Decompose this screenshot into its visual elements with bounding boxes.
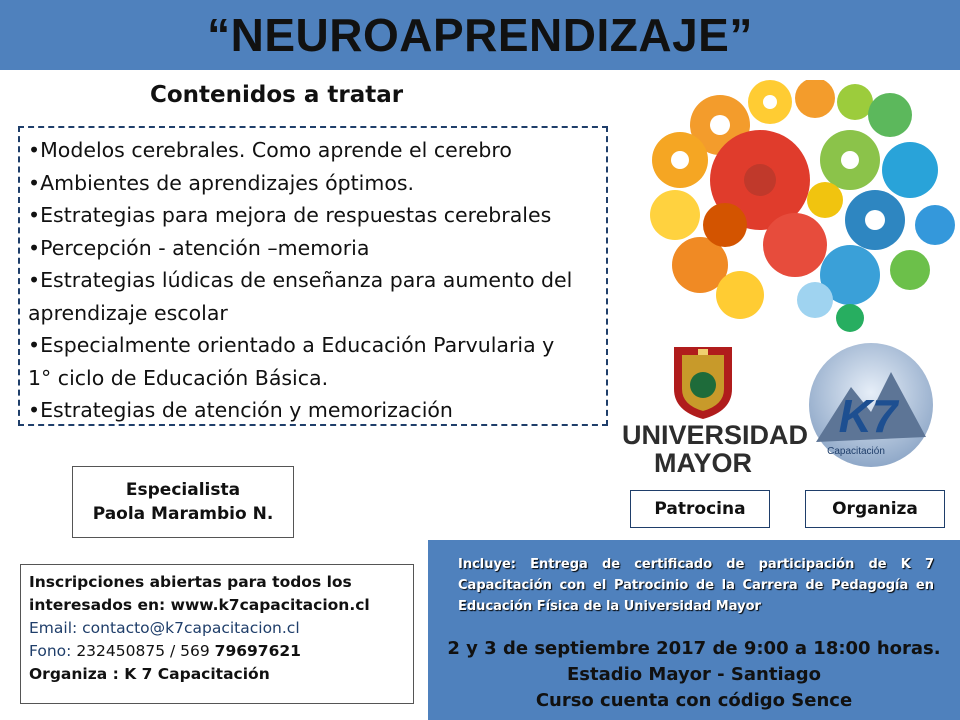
specialist-box bbox=[72, 466, 294, 538]
info-panel bbox=[428, 540, 960, 720]
k7-capacitacion-logo bbox=[796, 342, 946, 468]
specialist-title: Especialista bbox=[125, 480, 241, 500]
contents-item: •Estrategias de atención y memorización bbox=[28, 398, 453, 422]
email-value[interactable]: contacto@k7capacitacion.cl bbox=[77, 619, 300, 637]
specialist-name: Paola Marambio N. bbox=[92, 504, 274, 524]
contents-item: •Estrategias lúdicas de enseñanza para aumento del bbox=[28, 268, 573, 292]
contents-item: aprendizaje escolar bbox=[28, 300, 228, 325]
page-title: “NEUROAPRENDIZAJE” bbox=[207, 9, 753, 61]
certificate-note: Incluye: Entrega de certificado de participación de K 7 Capacitación con el Patrocinio de la Carrera de Pedagogía en Educación Física de la Universidad Mayor bbox=[458, 557, 934, 614]
event-venue: Estadio Mayor - Santiago bbox=[566, 664, 822, 685]
university-name-line1: UNIVERSIDAD bbox=[622, 420, 809, 450]
shield-icon bbox=[622, 345, 784, 421]
organiza-label: Organiza bbox=[805, 490, 945, 528]
sence-note: Curso cuenta con código Sence bbox=[535, 690, 853, 711]
email-row bbox=[29, 617, 413, 640]
phone-label: Fono: bbox=[29, 642, 72, 660]
contents-item: 1° ciclo de Educación Básica. bbox=[28, 365, 329, 390]
phone-tail: 79697621 bbox=[214, 642, 301, 660]
phone-row bbox=[29, 640, 413, 663]
phone-value: 232450875 / 569 bbox=[71, 642, 215, 660]
title-banner bbox=[0, 0, 960, 70]
contents-list bbox=[18, 126, 608, 426]
contents-item: •Ambientes de aprendizajes óptimos. bbox=[28, 170, 415, 195]
event-details bbox=[428, 636, 960, 714]
brain-gears-illustration bbox=[650, 80, 955, 335]
contents-item: •Percepción - atención –memoria bbox=[28, 235, 370, 260]
university-name bbox=[622, 420, 809, 478]
university-name-line2: MAYOR bbox=[653, 448, 753, 478]
contents-item: •Modelos cerebrales. Como aprende el cerebro bbox=[28, 138, 512, 162]
universidad-mayor-logo bbox=[622, 345, 809, 478]
patrocina-label: Patrocina bbox=[630, 490, 770, 528]
event-dates: 2 y 3 de septiembre 2017 de 9:00 a 18:00 horas. bbox=[447, 638, 941, 659]
k7-mark: K7 bbox=[838, 390, 898, 442]
inscriptions-website[interactable]: interesados en: www.k7capacitacion.cl bbox=[29, 596, 370, 614]
email-label: Email: bbox=[29, 619, 78, 637]
k7-subtitle: Capacitación bbox=[827, 446, 885, 457]
contents-item: •Estrategias para mejora de respuestas cerebrales bbox=[28, 203, 552, 227]
contents-item: •Especialmente orientado a Educación Parvularia y bbox=[28, 333, 555, 357]
organizer-line: Organiza : K 7 Capacitación bbox=[29, 665, 270, 683]
contents-heading: Contenidos a tratar bbox=[150, 82, 404, 108]
inscriptions-line: Inscripciones abiertas para todos los bbox=[29, 573, 352, 591]
inscriptions-box bbox=[20, 564, 414, 704]
